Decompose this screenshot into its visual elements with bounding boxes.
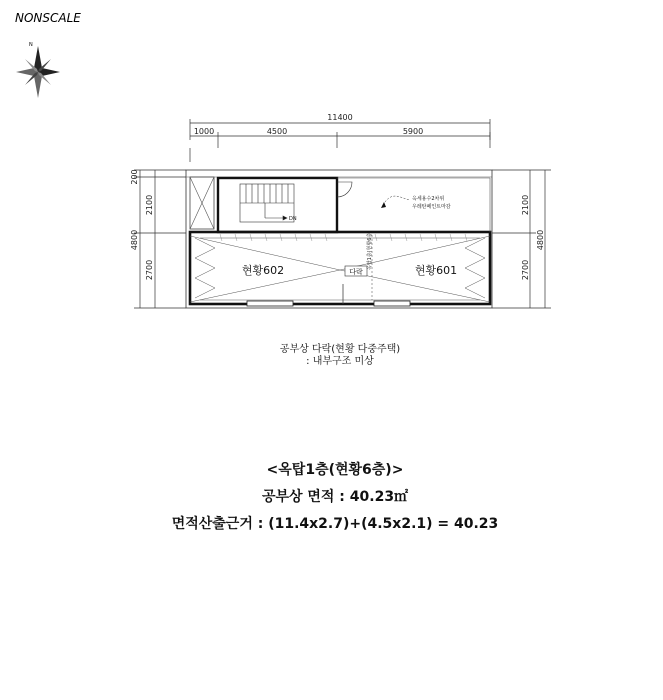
dim-total-left: 4800 [130, 229, 139, 251]
dim-upper-right: 2100 [521, 194, 530, 216]
nonscale-label: NONSCALE [15, 11, 81, 25]
dim-lower-right: 2700 [521, 259, 530, 281]
summary-area: 공부상 면적 : 40.23㎡ [261, 489, 409, 505]
room-label-attic: 다락 [349, 268, 363, 276]
annotation-line-2: 우레탄페인트마감 [412, 204, 451, 210]
summary-title: <옥탑1층(현황6층)> [266, 462, 404, 478]
north-label: N [29, 42, 33, 48]
room-label-602: 현황602 [241, 264, 285, 277]
plan-outline [186, 170, 492, 308]
vertical-floor-tag: 옥탑1층(현황6층) [367, 230, 373, 270]
dim-upper-left: 2100 [145, 194, 154, 216]
dim-total-width: 11400 [327, 113, 353, 122]
dim-seg-1: 1000 [193, 127, 215, 136]
door-swing [337, 182, 352, 197]
north-arrow-icon [16, 46, 60, 98]
stair-dn-label: DN [289, 216, 297, 222]
stair-steps [240, 184, 294, 222]
dim-seg-2: 4500 [266, 127, 288, 136]
room-label-601: 현황601 [414, 264, 458, 277]
annotation-line-1: 옥세용수2차위 [412, 196, 445, 202]
annotation-leader [383, 196, 410, 205]
dim-lower-left: 2700 [145, 259, 154, 281]
note-line-2: : 내부구조 미상 [306, 356, 374, 367]
left-dimensions [134, 170, 186, 308]
annotation-arrowhead [381, 202, 386, 208]
roof-ticks [220, 234, 467, 241]
dim-top-gap-left: 200 [130, 169, 139, 185]
dim-seg-3: 5900 [402, 127, 424, 136]
note-line-1: 공부상 다락(현황 다중주택) [279, 344, 401, 355]
dim-total-right: 4800 [536, 229, 545, 251]
summary-formula: 면적산출근거 : (11.4x2.7)+(4.5x2.1) = 40.23 [171, 516, 499, 532]
top-dimensions [190, 119, 490, 162]
